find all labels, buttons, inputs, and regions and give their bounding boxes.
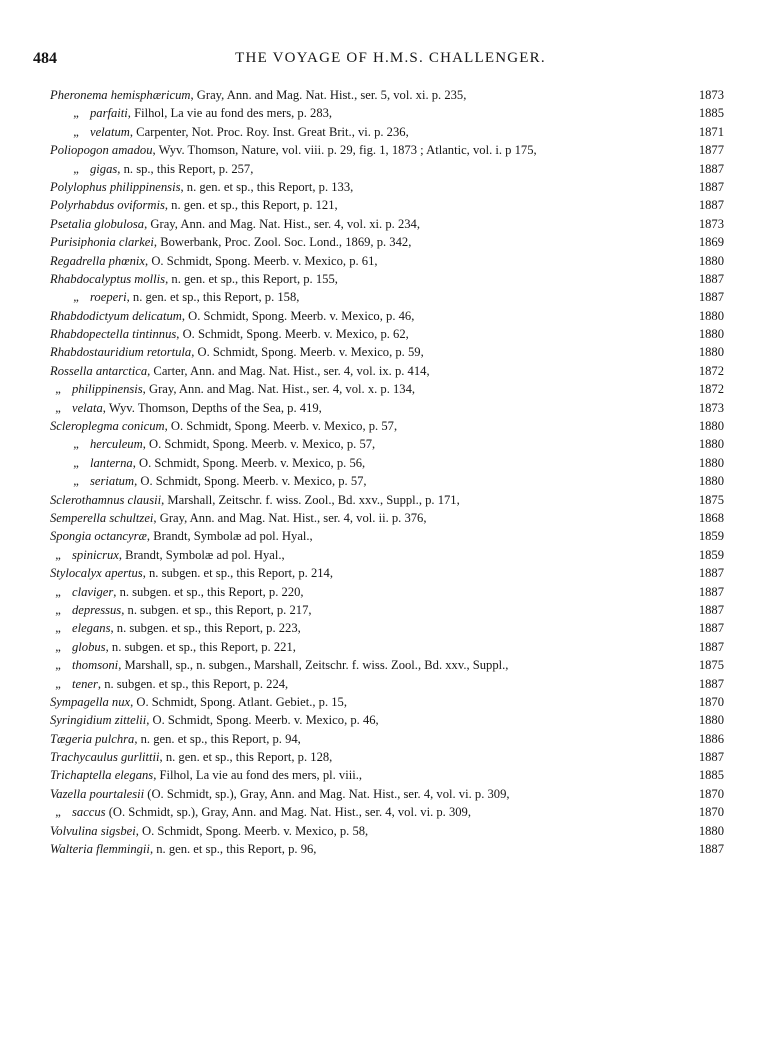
citation-text: , O. Schmidt, Spong. Meerb. v. Mexico, p. 57, xyxy=(164,419,398,434)
entry-year: 1887 xyxy=(698,750,724,765)
citation-text: , Gray, Ann. and Mag. Nat. Hist., ser. 4, vol. x. p. 134, xyxy=(142,382,416,397)
index-entry xyxy=(50,307,724,325)
entry-year: 1887 xyxy=(698,621,724,636)
index-entry xyxy=(50,472,724,490)
entry-year: 1880 xyxy=(698,455,724,470)
citation-text: , n. gen. et sp., this Report, p. 96, xyxy=(149,842,317,857)
entry-year: 1887 xyxy=(698,584,724,599)
species-name: Rhabdopectella tintinnus xyxy=(50,327,177,342)
entry-citation xyxy=(55,583,304,601)
entry-year: 1887 xyxy=(698,290,724,305)
entry-citation xyxy=(50,325,409,343)
entry-year: 1880 xyxy=(698,253,724,268)
entry-citation xyxy=(50,252,378,270)
species-name: herculeum xyxy=(90,437,143,452)
entry-citation xyxy=(73,454,366,472)
entry-citation xyxy=(50,840,316,858)
citation-text: , n. gen. et sp., this Report, p. 155, xyxy=(165,271,338,286)
citation-text: , n. gen. et sp., this Report, p. 133, xyxy=(180,179,354,194)
index-entry xyxy=(50,215,724,233)
index-entry xyxy=(50,564,724,582)
citation-text: , Wyv. Thomson, Nature, vol. viii. p. 29, fig. 1, 1873 ; Atlantic, vol. i. p 175, xyxy=(152,143,537,158)
index-entry xyxy=(50,748,724,766)
entry-citation xyxy=(55,380,416,398)
entry-year: 1887 xyxy=(698,198,724,213)
entry-year: 1880 xyxy=(698,327,724,342)
index-entry xyxy=(50,86,724,104)
index-entry xyxy=(50,178,724,196)
citation-text: , n. gen. et sp., this Report, p. 94, xyxy=(134,731,301,746)
entry-citation xyxy=(50,86,466,104)
entry-citation xyxy=(50,270,338,288)
index-entry xyxy=(50,693,724,711)
ditto-mark: „ xyxy=(55,658,61,673)
entry-year: 1887 xyxy=(698,602,724,617)
citation-text: , Carpenter, Not. Proc. Roy. Inst. Great Brit., vi. p. 236, xyxy=(129,124,409,139)
index-entry xyxy=(50,196,724,214)
species-name: Rhabdostauridium retortula xyxy=(50,345,192,360)
index-entry xyxy=(50,656,724,674)
citation-text: , n. subgen. et sp., this Report, p. 214, xyxy=(142,566,333,581)
entry-year: 1880 xyxy=(698,345,724,360)
entry-year: 1870 xyxy=(698,786,724,801)
species-name: Vazella pourtalesii xyxy=(50,786,145,801)
entry-citation xyxy=(55,675,289,693)
species-name: Poliopogon amadou xyxy=(50,143,153,158)
citation-text: , O. Schmidt, Spong. Meerb. v. Mexico, p. 46, xyxy=(181,308,415,323)
citation-text: , Brandt, Symbolæ ad pol. Hyal., xyxy=(146,529,313,544)
citation-text: , Gray, Ann. and Mag. Nat. Hist., ser. 5, vol. xi. p. 235, xyxy=(190,88,467,102)
ditto-mark: „ xyxy=(55,639,61,654)
entry-citation xyxy=(55,399,322,417)
index-entry xyxy=(50,711,724,729)
entry-year: 1885 xyxy=(698,768,724,783)
entry-year: 1873 xyxy=(698,88,724,102)
entry-citation xyxy=(50,343,424,361)
ditto-mark: „ xyxy=(73,161,79,176)
entry-year: 1868 xyxy=(698,510,724,525)
citation-text: , O. Schmidt, Spong. Meerb. v. Mexico, p. 46, xyxy=(146,713,379,728)
index-entry xyxy=(50,491,724,509)
citation-text: , n. subgen. et sp., this Report, p. 223, xyxy=(110,621,301,636)
citation-text: , O. Schmidt, Spong. Meerb. v. Mexico, p. 57, xyxy=(134,474,367,489)
species-name: Purisiphonia clarkei xyxy=(50,235,154,250)
entry-citation xyxy=(50,527,313,545)
entry-year: 1875 xyxy=(698,658,724,673)
citation-text: , O. Schmidt, Spong. Meerb. v. Mexico, p. 56, xyxy=(132,455,366,470)
index-entry xyxy=(50,527,724,545)
species-name: philippinensis xyxy=(72,382,143,397)
entry-year: 1887 xyxy=(698,842,724,857)
ditto-mark: „ xyxy=(55,400,61,415)
index-entry xyxy=(50,417,724,435)
species-name: claviger xyxy=(72,584,114,599)
entry-year: 1880 xyxy=(698,419,724,434)
entry-year: 1859 xyxy=(698,529,724,544)
species-name: elegans xyxy=(72,621,111,636)
entry-citation xyxy=(50,711,379,729)
species-name: gigas xyxy=(90,161,118,176)
index-entry xyxy=(50,730,724,748)
entry-year: 1880 xyxy=(698,308,724,323)
entry-year: 1887 xyxy=(698,639,724,654)
entry-citation xyxy=(55,619,301,637)
species-name: Syringidium zittelii xyxy=(50,713,147,728)
species-name: Trichaptella elegans xyxy=(50,768,154,783)
citation-text: , Gray, Ann. and Mag. Nat. Hist., ser. 4, vol. ii. p. 376, xyxy=(153,510,427,525)
entry-year: 1872 xyxy=(698,382,724,397)
citation-text: , Filhol, La vie au fond des mers, p. 283, xyxy=(127,106,333,121)
ditto-mark: „ xyxy=(55,382,61,397)
entry-citation xyxy=(55,546,285,564)
page-number: 484 xyxy=(33,50,57,67)
entry-citation xyxy=(55,601,312,619)
entry-citation xyxy=(50,141,537,159)
index-entry xyxy=(50,803,724,821)
entry-year: 1887 xyxy=(698,161,724,176)
citation-text: , Wyv. Thomson, Depths of the Sea, p. 419, xyxy=(102,400,322,415)
entry-year: 1880 xyxy=(698,474,724,489)
species-name: tener xyxy=(72,676,98,691)
citation-text: , n. sp., this Report, p. 257, xyxy=(117,161,254,176)
species-name: saccus xyxy=(72,805,106,820)
entry-year: 1869 xyxy=(698,235,724,250)
species-name: Rossella antarctica xyxy=(50,363,148,378)
entry-year: 1887 xyxy=(698,179,724,194)
species-name: Volvulina sigsbei xyxy=(50,823,136,838)
index-entry xyxy=(50,123,724,141)
species-name: velatum xyxy=(90,124,130,139)
ditto-mark: „ xyxy=(73,474,79,489)
citation-text: , n. gen. et sp., this Report, p. 128, xyxy=(159,750,333,765)
species-name: Polylophus philippinensis xyxy=(50,179,181,194)
species-name: seriatum xyxy=(90,474,135,489)
citation-text: , Brandt, Symbolæ ad pol. Hyal., xyxy=(118,547,285,562)
entry-year: 1870 xyxy=(698,805,724,820)
entry-year: 1871 xyxy=(698,124,724,139)
entry-citation xyxy=(73,104,333,122)
index-entry xyxy=(50,233,724,251)
entry-year: 1872 xyxy=(698,363,724,378)
species-index-list xyxy=(50,86,724,858)
species-name: Regadrella phœnix xyxy=(50,253,146,268)
index-entry xyxy=(50,546,724,564)
citation-text: , Marshall, sp., n. subgen., Marshall, Zeitschr. f. wiss. Zool., Bd. xxv., Suppl., xyxy=(118,658,509,673)
species-name: Polyrhabdus oviformis xyxy=(50,198,165,213)
citation-text: , n. subgen. et sp., this Report, p. 221, xyxy=(105,639,296,654)
entry-year: 1880 xyxy=(698,823,724,838)
entry-year: 1880 xyxy=(698,437,724,452)
entry-citation xyxy=(73,288,300,306)
index-entry xyxy=(50,840,724,858)
species-name: Psetalia globulosa xyxy=(50,216,145,231)
species-name: Spongia octancyræ xyxy=(50,529,147,544)
species-name: Walteria flemmingii xyxy=(50,842,150,857)
citation-text: , O. Schmidt, Spong. Meerb. v. Mexico, p. 62, xyxy=(176,327,409,342)
index-entry xyxy=(50,638,724,656)
citation-text: (O. Schmidt, sp.), Gray, Ann. and Mag. Nat. Hist., ser. 4, vol. vi. p. 309, xyxy=(105,805,471,820)
species-name: Sympagella nux xyxy=(50,694,131,709)
entry-citation xyxy=(55,638,296,656)
entry-citation xyxy=(50,215,420,233)
entry-year: 1887 xyxy=(698,566,724,581)
ditto-mark: „ xyxy=(73,455,79,470)
entry-year: 1880 xyxy=(698,713,724,728)
index-entry xyxy=(50,252,724,270)
entry-citation xyxy=(50,564,333,582)
entry-citation xyxy=(50,693,347,711)
ditto-mark: „ xyxy=(55,547,61,562)
citation-text: , O. Schmidt, Spong. Meerb. v. Mexico, p. 58, xyxy=(135,823,369,838)
entry-citation xyxy=(50,307,414,325)
index-entry xyxy=(50,270,724,288)
index-entry xyxy=(50,380,724,398)
entry-citation xyxy=(50,748,332,766)
entry-citation xyxy=(50,233,411,251)
entry-year: 1873 xyxy=(698,400,724,415)
ditto-mark: „ xyxy=(55,621,61,636)
entry-citation xyxy=(50,362,430,380)
index-entry xyxy=(50,141,724,159)
entry-citation xyxy=(73,472,367,490)
index-entry xyxy=(50,509,724,527)
species-name: Pheronema hemisphæricum xyxy=(50,88,191,102)
ditto-mark: „ xyxy=(73,437,79,452)
citation-text: , O. Schmidt, Spong. Meerb. v. Mexico, p. 59, xyxy=(191,345,424,360)
citation-text: , n. subgen. et sp., this Report, p. 224, xyxy=(97,676,289,691)
index-entry xyxy=(50,675,724,693)
citation-text: , n. subgen. et sp., this Report, p. 217, xyxy=(121,602,312,617)
entry-year: 1885 xyxy=(698,106,724,121)
species-name: Semperella schultzei xyxy=(50,510,154,525)
index-entry xyxy=(50,619,724,637)
index-entry xyxy=(50,104,724,122)
citation-text: , O. Schmidt, Spong. Meerb. v. Mexico, p. 61, xyxy=(145,253,378,268)
page-header xyxy=(33,50,724,70)
species-name: Scleroplegma conicum xyxy=(50,419,165,434)
species-name: thomsoni xyxy=(72,658,119,673)
citation-text: , Marshall, Zeitschr. f. wiss. Zool., Bd. xxv., Suppl., p. 171, xyxy=(161,492,460,507)
index-entry xyxy=(50,399,724,417)
citation-text: , n. gen. et sp., this Report, p. 158, xyxy=(126,290,300,305)
species-name: lanterna xyxy=(90,455,133,470)
index-entry xyxy=(50,435,724,453)
index-entry xyxy=(50,785,724,803)
entry-year: 1877 xyxy=(698,143,724,158)
entry-year: 1887 xyxy=(698,676,724,691)
index-entry xyxy=(50,343,724,361)
ditto-mark: „ xyxy=(55,676,61,691)
citation-text: , O. Schmidt, Spong. Atlant. Gebiet., p. 15, xyxy=(130,694,347,709)
index-entry xyxy=(50,822,724,840)
citation-text: (O. Schmidt, sp.), Gray, Ann. and Mag. Nat. Hist., ser. 4, vol. vi. p. 309, xyxy=(144,786,510,801)
ditto-mark: „ xyxy=(73,124,79,139)
citation-text: , Carter, Ann. and Mag. Nat. Hist., ser. 4, vol. ix. p. 414, xyxy=(147,363,430,378)
index-entry xyxy=(50,288,724,306)
species-name: globus xyxy=(72,639,106,654)
citation-text: , O. Schmidt, Spong. Meerb. v. Mexico, p. 57, xyxy=(142,437,376,452)
entry-year: 1873 xyxy=(698,216,724,231)
citation-text: , Gray, Ann. and Mag. Nat. Hist., ser. 4, vol. xi. p. 234, xyxy=(144,216,420,231)
entry-year: 1886 xyxy=(698,731,724,746)
entry-year: 1887 xyxy=(698,271,724,286)
entry-citation xyxy=(73,160,254,178)
running-title: THE VOYAGE OF H.M.S. CHALLENGER. xyxy=(235,50,546,66)
entry-citation xyxy=(50,196,338,214)
ditto-mark: „ xyxy=(55,584,61,599)
entry-citation xyxy=(50,491,460,509)
entry-citation xyxy=(73,123,409,141)
entry-citation xyxy=(55,656,509,674)
index-entry xyxy=(50,362,724,380)
ditto-mark: „ xyxy=(55,602,61,617)
species-name: roeperi xyxy=(90,290,127,305)
index-entry xyxy=(50,160,724,178)
index-entry xyxy=(50,454,724,472)
species-name: parfaiti xyxy=(90,106,128,121)
entry-citation xyxy=(50,417,397,435)
index-entry xyxy=(50,766,724,784)
entry-citation xyxy=(55,803,471,821)
species-name: Stylocalyx apertus xyxy=(50,566,143,581)
ditto-mark: „ xyxy=(73,290,79,305)
citation-text: , n. gen. et sp., this Report, p. 121, xyxy=(164,198,338,213)
entry-citation xyxy=(50,822,368,840)
entry-year: 1870 xyxy=(698,694,724,709)
species-name: Rhabdocalyptus mollis xyxy=(50,271,166,286)
citation-text: , Filhol, La vie au fond des mers, pl. viii., xyxy=(153,768,363,783)
index-entry xyxy=(50,601,724,619)
species-name: Rhabdodictyum delicatum xyxy=(50,308,182,323)
species-name: Trachycaulus gurlittii xyxy=(50,750,160,765)
species-name: Tægeria pulchra xyxy=(50,731,135,746)
entry-citation xyxy=(73,435,376,453)
species-name: velata xyxy=(72,400,103,415)
entry-year: 1859 xyxy=(698,547,724,562)
index-entry xyxy=(50,325,724,343)
entry-citation xyxy=(50,785,510,803)
citation-text: , Bowerbank, Proc. Zool. Soc. Lond., 1869, p. 342, xyxy=(153,235,412,250)
entry-citation xyxy=(50,730,301,748)
ditto-mark: „ xyxy=(55,805,61,820)
species-name: spinicrux xyxy=(72,547,119,562)
entry-citation xyxy=(50,178,353,196)
entry-year: 1875 xyxy=(698,492,724,507)
entry-citation xyxy=(50,509,427,527)
citation-text: , n. subgen. et sp., this Report, p. 220, xyxy=(113,584,304,599)
ditto-mark: „ xyxy=(73,106,79,121)
species-name: depressus xyxy=(72,602,122,617)
species-name: Sclerothamnus clausii xyxy=(50,492,162,507)
entry-citation xyxy=(50,766,362,784)
index-entry xyxy=(50,583,724,601)
